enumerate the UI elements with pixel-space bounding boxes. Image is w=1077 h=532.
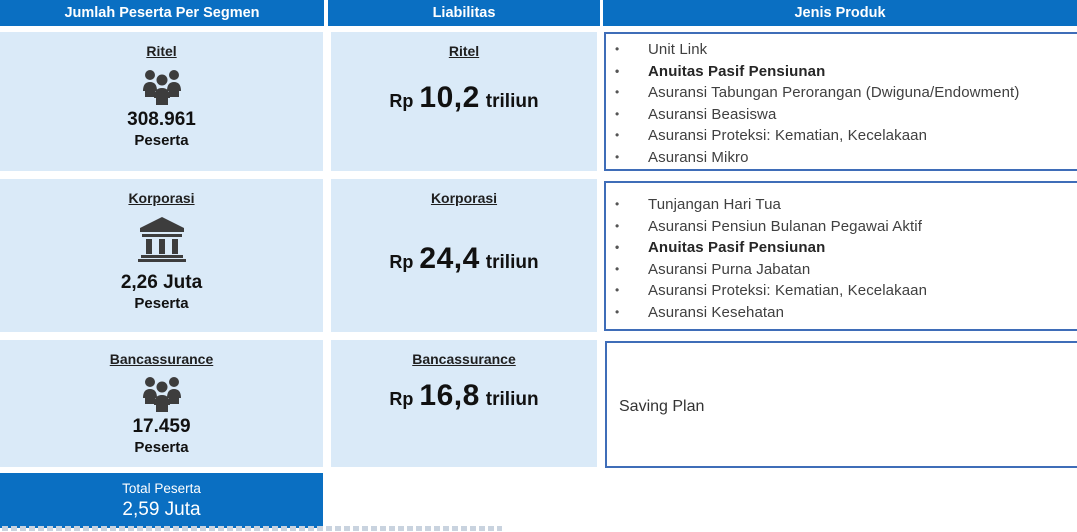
product-item: • Unit Link <box>606 39 1077 61</box>
liability-amount <box>389 242 538 276</box>
currency-prefix: Rp <box>389 252 414 272</box>
participant-count: 17.459 <box>132 416 191 437</box>
footnote-strip <box>2 526 502 531</box>
header-products: Jenis Produk <box>603 0 1077 26</box>
participant-count: 2,26 Juta <box>120 272 203 293</box>
segment-title: Ritel <box>146 43 177 59</box>
segment-cell-korporasi <box>0 179 323 332</box>
product-item: • Anuitas Pasif Pensiunan <box>606 237 1077 259</box>
segment-title: Korporasi <box>128 190 195 206</box>
people-group-icon <box>141 67 183 105</box>
liability-cell-korporasi <box>331 179 597 332</box>
liability-suffix: triliun <box>485 389 539 410</box>
header-segment: Jumlah Peserta Per Segmen <box>0 0 324 26</box>
liability-value: 24,4 <box>419 242 480 275</box>
liability-suffix: triliun <box>485 91 539 112</box>
liability-amount <box>389 379 538 413</box>
total-label: Total Peserta <box>122 480 201 496</box>
liability-value: 16,8 <box>419 379 480 412</box>
product-item: • Asuransi Proteksi: Kematian, Kecelakaan <box>606 125 1077 147</box>
product-item: • Asuransi Mikro <box>606 147 1077 169</box>
liability-title: Ritel <box>448 43 480 59</box>
product-item: • Asuransi Tabungan Perorangan (Dwiguna/Endowment) <box>606 82 1077 104</box>
product-item: • Anuitas Pasif Pensiunan <box>606 61 1077 83</box>
liability-title: Bancassurance <box>412 351 516 367</box>
bank-building-icon <box>138 216 186 262</box>
product-list <box>606 34 1077 168</box>
people-group-icon <box>141 374 183 412</box>
product-text: Saving Plan <box>619 398 705 415</box>
currency-prefix: Rp <box>389 91 414 111</box>
liability-cell-bancassurance <box>331 340 597 467</box>
product-box-korporasi <box>604 181 1077 331</box>
product-item: • Asuransi Purna Jabatan <box>606 259 1077 281</box>
segment-title: Bancassurance <box>109 351 214 367</box>
product-list <box>606 183 1077 323</box>
participant-count: 308.961 <box>127 109 196 130</box>
liability-cell-ritel <box>331 32 597 171</box>
liability-suffix: triliun <box>485 252 539 273</box>
participant-unit: Peserta <box>134 132 189 149</box>
liability-value: 10,2 <box>419 81 480 114</box>
segment-cell-ritel <box>0 32 323 171</box>
total-participants-box <box>0 473 323 528</box>
product-box-ritel <box>604 32 1077 171</box>
participant-unit: Peserta <box>134 295 189 312</box>
segment-cell-bancassurance <box>0 340 323 467</box>
currency-prefix: Rp <box>389 389 414 409</box>
liability-title: Korporasi <box>430 190 498 206</box>
product-item: • Tunjangan Hari Tua <box>606 194 1077 216</box>
total-value: 2,59 Juta <box>122 498 201 520</box>
product-item: • Asuransi Kesehatan <box>606 302 1077 324</box>
liability-amount <box>389 81 538 115</box>
product-item: • Asuransi Beasiswa <box>606 104 1077 126</box>
header-liabilities: Liabilitas <box>328 0 600 26</box>
participant-unit: Peserta <box>134 439 189 456</box>
product-box-bancassurance <box>605 341 1077 468</box>
product-item: • Asuransi Pensiun Bulanan Pegawai Aktif <box>606 216 1077 238</box>
product-item: • Asuransi Proteksi: Kematian, Kecelakaan <box>606 280 1077 302</box>
